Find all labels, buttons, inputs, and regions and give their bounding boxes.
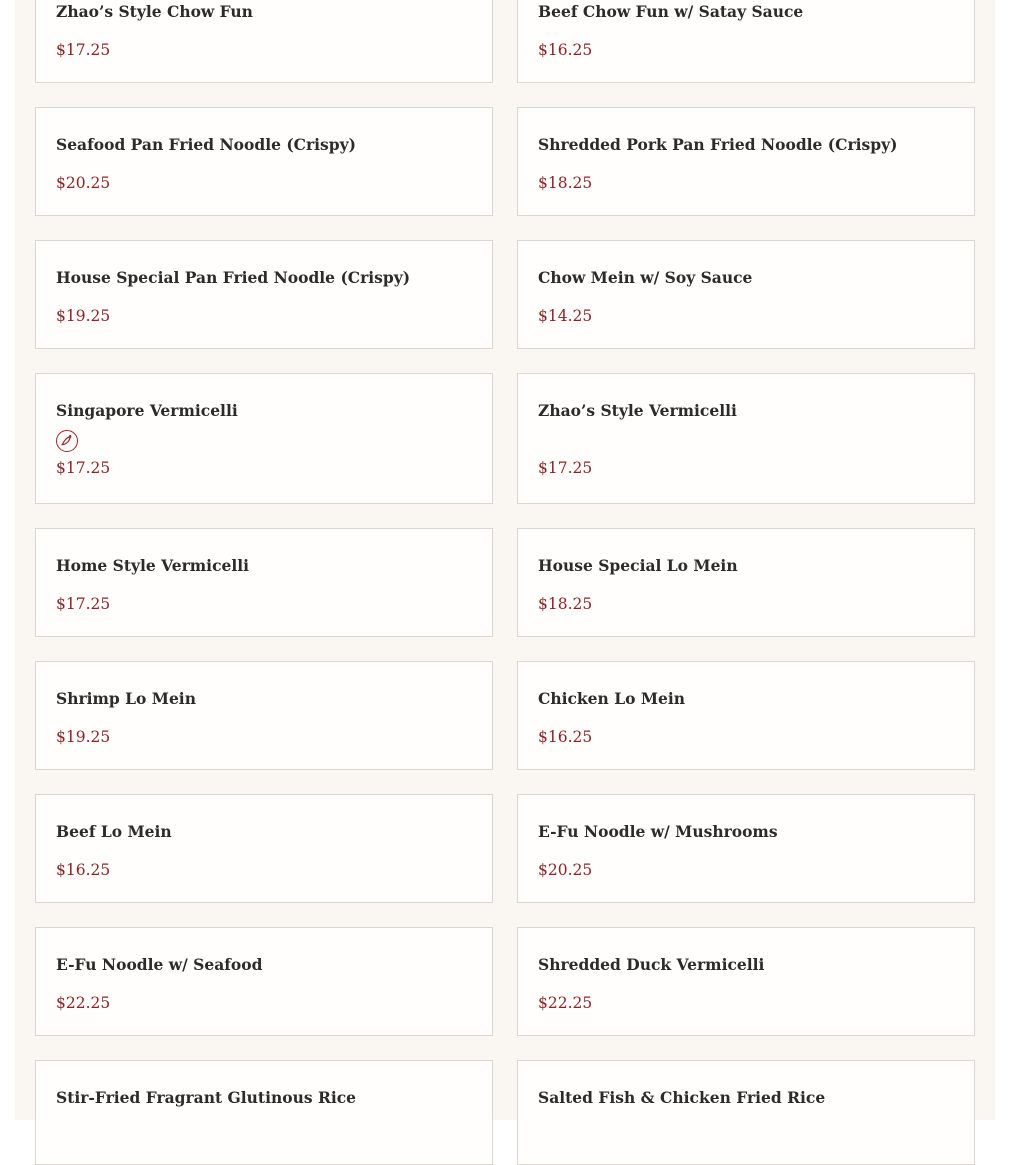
menu-item-card[interactable]	[35, 373, 493, 504]
item-name: Chicken Lo Mein	[538, 689, 686, 708]
item-price: $14.25	[538, 307, 593, 325]
menu-item-card[interactable]	[35, 528, 493, 637]
menu-item-card[interactable]	[35, 240, 493, 349]
menu-item-card[interactable]	[517, 107, 975, 216]
item-price: $19.25	[56, 307, 111, 325]
menu-item-card[interactable]	[517, 528, 975, 637]
item-name: E-Fu Noodle w/ Seafood	[56, 955, 263, 974]
item-price: $20.25	[56, 174, 111, 192]
menu-item-card[interactable]	[517, 927, 975, 1036]
menu-item-card[interactable]	[35, 1060, 493, 1165]
item-price: $22.25	[538, 994, 593, 1012]
menu-grid	[35, 0, 975, 1165]
item-name: Stir-Fried Fragrant Glutinous Rice	[56, 1088, 357, 1107]
item-badges	[56, 422, 472, 452]
menu-item-card[interactable]	[35, 0, 493, 83]
item-name: House Special Pan Fried Noodle (Crispy)	[56, 268, 411, 287]
item-price: $17.25	[538, 459, 593, 477]
menu-item-card[interactable]	[517, 1060, 975, 1165]
item-name: Shredded Pork Pan Fried Noodle (Crispy)	[538, 135, 898, 154]
item-name: Salted Fish & Chicken Fried Rice	[538, 1088, 826, 1107]
item-price: $19.25	[56, 728, 111, 746]
item-name: Beef Lo Mein	[56, 822, 172, 841]
item-name: Seafood Pan Fried Noodle (Crispy)	[56, 135, 356, 154]
menu-item-card[interactable]	[35, 107, 493, 216]
item-name: Chow Mein w/ Soy Sauce	[538, 268, 753, 287]
item-price: $16.25	[538, 41, 593, 59]
menu-item-card[interactable]	[517, 794, 975, 903]
item-price: $22.25	[56, 994, 111, 1012]
item-price: $20.25	[538, 861, 593, 879]
item-name: Singapore Vermicelli	[56, 401, 238, 420]
spicy-icon	[56, 430, 78, 452]
menu-item-card[interactable]	[517, 0, 975, 83]
item-price: $17.25	[56, 459, 111, 477]
item-price: $18.25	[538, 595, 593, 613]
item-price: $17.25	[56, 595, 111, 613]
item-price: $17.25	[56, 41, 111, 59]
menu-item-card[interactable]	[517, 373, 975, 504]
item-name: E-Fu Noodle w/ Mushrooms	[538, 822, 778, 841]
item-name: House Special Lo Mein	[538, 556, 738, 575]
menu-item-card[interactable]	[517, 661, 975, 770]
menu-item-card[interactable]	[35, 661, 493, 770]
menu-item-card[interactable]	[35, 794, 493, 903]
item-name: Shrimp Lo Mein	[56, 689, 196, 708]
item-price: $18.25	[538, 174, 593, 192]
item-badges	[538, 422, 954, 452]
item-name: Shredded Duck Vermicelli	[538, 955, 765, 974]
item-name: Zhao’s Style Vermicelli	[538, 401, 737, 420]
item-name: Beef Chow Fun w/ Satay Sauce	[538, 2, 804, 21]
item-price: $16.25	[56, 861, 111, 879]
menu-section	[15, 0, 995, 1120]
item-name: Zhao’s Style Chow Fun	[56, 2, 253, 21]
menu-item-card[interactable]	[35, 927, 493, 1036]
item-price: $16.25	[538, 728, 593, 746]
menu-item-card[interactable]	[517, 240, 975, 349]
item-name: Home Style Vermicelli	[56, 556, 250, 575]
